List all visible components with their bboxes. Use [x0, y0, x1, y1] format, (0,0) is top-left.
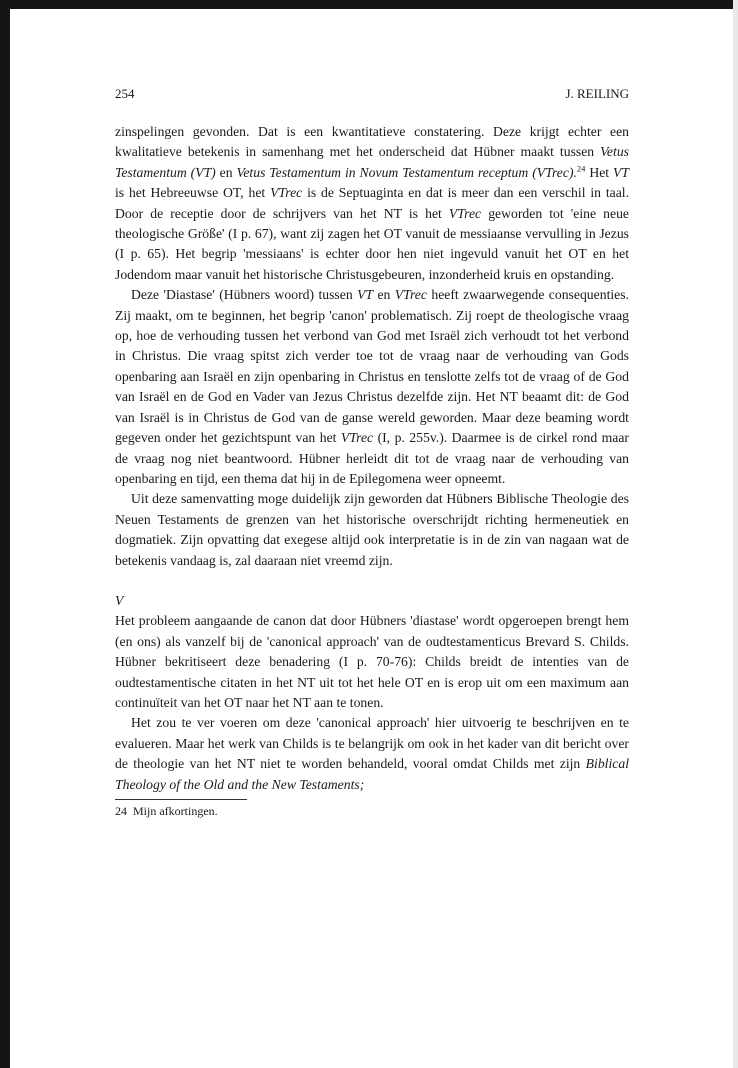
- paragraph-3: Uit deze samenvatting moge duidelijk zijn geworden dat Hübners Biblische Theologie des Neuen Testaments de grenzen van het historische overschrijdt richting hermeneutiek en dogmatiek. Zijn opvatting dat exegese altijd ook interpretatie is in de zin van nagaan wat de betekenis vandaag is, zal daaraan niet vreemd zijn.: [115, 491, 629, 568]
- text-run: en: [215, 164, 237, 180]
- scan-border-left: [0, 0, 10, 1068]
- footnote-divider: [115, 799, 247, 800]
- scan-border-top: [0, 0, 738, 9]
- italic-term: VT: [613, 164, 629, 180]
- section-heading: V: [115, 592, 124, 608]
- text-run: zinspelingen gevonden. Dat is een kwantitatieve constatering. Deze krijgt echter een kwalitatieve betekenis in samenhang met het onderscheid dat Hübner maakt tussen: [115, 124, 629, 160]
- italic-term: Vetus Testamentum (VT): [115, 144, 629, 180]
- italic-term: Vetus Testamentum in Novum Testamentum receptum (VTrec).: [236, 164, 577, 180]
- running-head-author: J. REILING: [565, 86, 629, 101]
- text-run: heeft zwaarwegende consequenties. Zij maakt, om te beginnen, het begrip 'canon' problematisch. Zij roept de theologische vraag op, hoe de verhouding tussen het verbond van God met Israël zich verhoudt tot het verbond in Christus. Die vraag spitst zich verder toe tot de vraag naar de verhouding van Gods openbaring aan Israël en zijn openbaring in Christus en tenslotte zelfs tot de vraag of de God van Israël en de God en Vader van Jezus Christus dezelfde zijn. Het NT beaamt dit: de God van Israël is in Christus de God van de ganse wereld geworden. Maar deze beaming wordt gegeven onder het gezichtspunt van het: [115, 287, 629, 446]
- paragraph-1: [115, 122, 629, 285]
- text-run: is de Septuaginta en dat is meer dan een verschil in taal. Door de receptie door de schrijvers van het NT is het: [115, 185, 629, 221]
- page: [115, 84, 629, 819]
- italic-term: VTrec: [340, 430, 374, 446]
- body-text: [115, 122, 629, 795]
- italic-term: VT: [357, 287, 374, 303]
- paragraph-2: [115, 285, 629, 489]
- italic-title: Biblical Theology of the Old and the New Testaments;: [115, 756, 629, 792]
- text-run: geworden tot 'eine neue theologische Größe' (I p. 67), want zij zagen het OT vanuit de messiaanse vervulling in Jezus (I p. 65). Het begrip 'messiaans' is echter door hen niet ingevuld vanuit het OT en het Jodendom maar vanuit het historische Christusgebeuren, inzonderheid kruis en opstanding.: [115, 205, 629, 282]
- paragraph-4: Het probleem aangaande de canon dat door Hübners 'diastase' wordt opgeroepen brengt hem (en ons) als vanzelf bij de 'canonical approach' van de oudtestamenticus Brevard S. Childs. Hübner bekritiseert deze benadering (I p. 70-76): Childs breidt de intenties van de oudtestamentische citaten in het NT uit tot het hele OT en is erop uit om een maximum aan continuïteit van het OT naar het NT aan te tonen.: [115, 613, 629, 710]
- text-run: (I, p. 255v.). Daarmee is de cirkel rond maar de vraag nog niet beantwoord. Hübner herleidt dit tot de vraag naar de verhouding van openbaring en tijd, een thema dat hij in de Epilegomena weer opneemt.: [115, 430, 629, 486]
- text-run: Het: [585, 164, 614, 180]
- paragraph-5: [115, 713, 629, 795]
- footnote: [115, 803, 629, 819]
- italic-term: VTrec: [270, 185, 303, 201]
- text-run: en: [373, 287, 395, 303]
- text-run: is het Hebreeuwse OT, het: [115, 185, 271, 201]
- italic-term: VTrec: [394, 287, 427, 303]
- scan-border-right: [733, 0, 738, 1068]
- page-number: 254: [115, 86, 135, 101]
- footnote-number: 24: [115, 804, 127, 818]
- text-run: Het zou te ver voeren om deze 'canonical approach' hier uitvoerig te beschrijven en te evalueren. Maar het werk van Childs is te belangrijk om ook in het kader van dit bericht over de theologie van het NT niet te worden behandeld, vooral omdat Childs met zijn: [115, 715, 629, 772]
- italic-term: VTrec: [448, 205, 482, 221]
- footnote-reference[interactable]: 24: [576, 163, 586, 174]
- text-run: Deze 'Diastase' (Hübners woord) tussen: [131, 287, 358, 303]
- footnote-text: Mijn afkortingen.: [133, 804, 218, 818]
- running-head: [115, 84, 629, 104]
